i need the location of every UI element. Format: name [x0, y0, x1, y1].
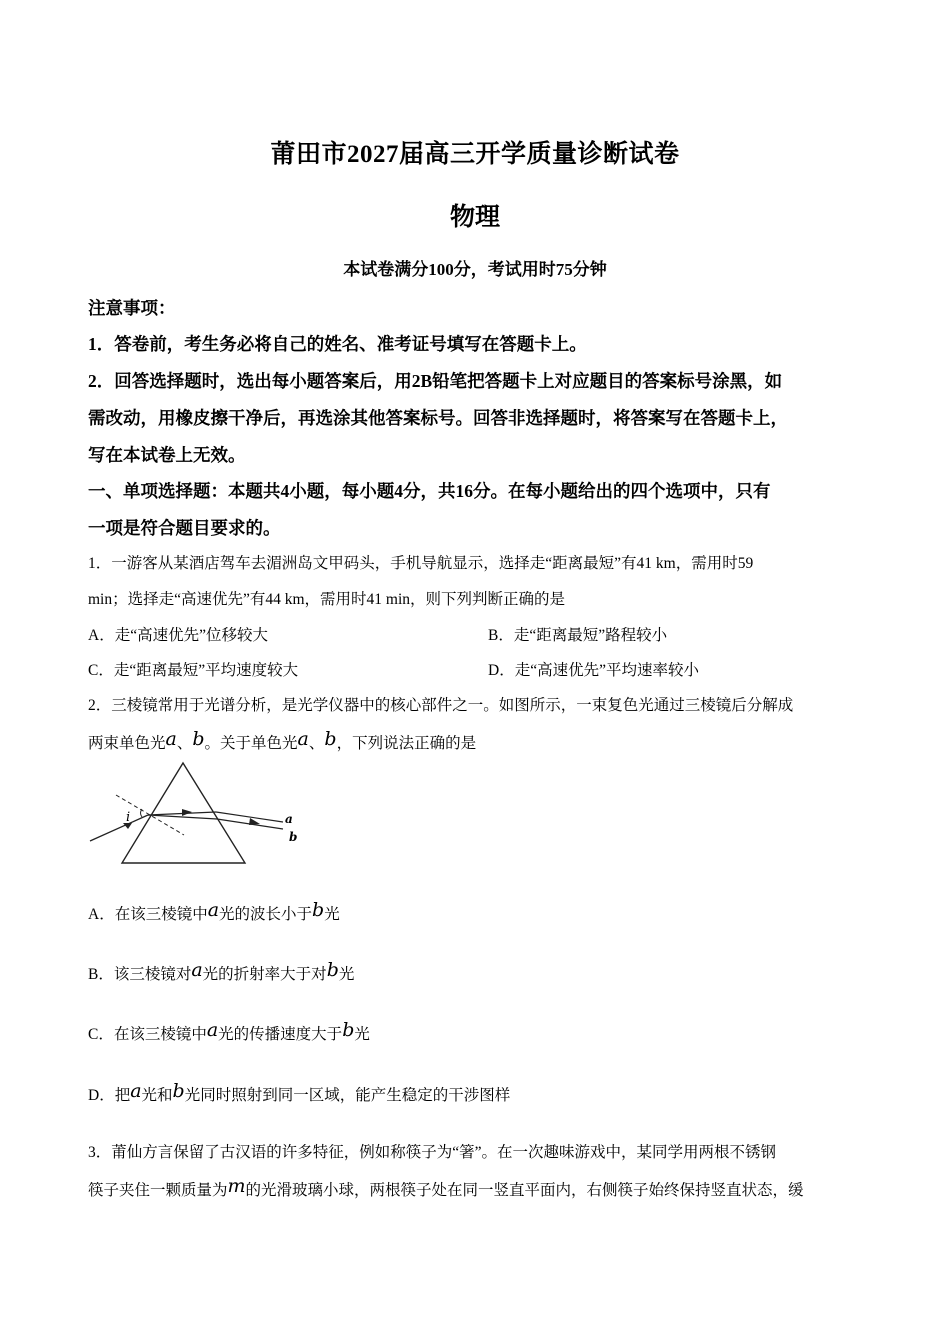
q1-option-a: A．走“高速优先”位移较大 — [88, 627, 268, 644]
var-b: b — [172, 1080, 185, 1102]
label-i: i — [126, 810, 131, 825]
note-2-line-1: 2．回答选择题时，选出每小题答案后，用2B铅笔把答题卡上对应题目的答案标号涂黑，如 — [88, 371, 783, 391]
q2-option-b-text: B．该三棱镜对 — [88, 966, 192, 983]
q2-option-a-text: A．在该三棱镜中 — [88, 906, 208, 923]
q1-stem-line-1: 1．一游客从某酒店驾车去湄洲岛文甲码头，手机导航显示，选择走“距离最短”有41 km，需用时59 — [88, 555, 754, 572]
var-b: b — [326, 959, 339, 981]
var-b: b — [192, 728, 205, 750]
q2-option-d-text: 光同时照射到同一区域，能产生稳定的干涉图样 — [184, 1087, 511, 1104]
separator: 、 — [308, 735, 325, 752]
var-a: a — [206, 1019, 219, 1041]
q2-option-c-text: C．在该三棱镜中 — [88, 1026, 207, 1043]
q2-option-d-text: D．把 — [88, 1087, 131, 1104]
q2-option-a — [88, 899, 340, 924]
note-2-line-2: 需改动，用橡皮擦干净后，再选涂其他答案标号。回答非选择题时，将答案写在答题卡上， — [88, 408, 788, 428]
q3-stem-line-1: 3．莆仙方言保留了古汉语的许多特征，例如称筷子为“箸”。在一次趣味游戏中，某同学用两根不锈钢 — [88, 1144, 777, 1161]
exit-arrow-icon — [249, 818, 260, 825]
label-a: a — [285, 812, 293, 826]
exam-info: 本试卷满分100分，考试用时75分钟 — [343, 260, 607, 279]
var-a: a — [207, 899, 220, 921]
var-b: b — [324, 728, 337, 750]
q2-stem-text-1: 两束单色光 — [88, 735, 166, 752]
q2-option-c — [88, 1019, 370, 1044]
incident-ray — [90, 815, 148, 841]
exam-title: 莆田市2027届高三开学质量诊断试卷 — [270, 141, 680, 168]
internal-arrow-icon — [182, 809, 192, 816]
q2-option-c-text: 光的传播速度大于 — [218, 1026, 343, 1043]
q2-option-d — [88, 1080, 511, 1105]
notes-heading: 注意事项： — [88, 298, 176, 318]
var-a: a — [191, 959, 203, 981]
q2-stem-line-1: 2．三棱镜常用于光谱分析，是光学仪器中的核心部件之一。如图所示，一束复色光通过三棱镜后分解成 — [88, 697, 794, 714]
q1-stem-line-2: min；选择走“高速优先”有44 km，需用时41 min，则下列判断正确的是 — [88, 591, 566, 608]
q1-option-c: C．走“距离最短”平均速度较大 — [88, 662, 299, 679]
q3-stem-text-2: 的光滑玻璃小球，两根筷子处在同一竖直平面内，右侧筷子始终保持竖直状态，缓 — [245, 1182, 804, 1199]
q3-stem-text-1: 筷子夹住一颗质量为 — [88, 1182, 228, 1199]
section-heading-line-1: 一、单项选择题：本题共4小题，每小题4分，共16分。在每小题给出的四个选项中，只有 — [88, 481, 771, 501]
angle-arc — [141, 809, 143, 817]
q2-stem-text-2: 。关于单色光 — [204, 735, 298, 752]
section-heading-line-2: 一项是符合题目要求的。 — [88, 518, 281, 538]
q2-stem-line-2 — [88, 728, 477, 753]
note-1: 1．答卷前，考生务必将自己的姓名、准考证号填写在答题卡上。 — [88, 334, 587, 354]
q2-option-b-text: 光 — [338, 966, 355, 983]
q3-stem-line-2 — [88, 1175, 804, 1200]
var-b: b — [312, 899, 325, 921]
var-a: a — [297, 728, 309, 750]
q2-option-d-text: 光和 — [141, 1087, 173, 1104]
q1-option-d: D．走“高速优先”平均速率较小 — [488, 662, 699, 679]
q2-option-a-text: 光 — [324, 906, 340, 923]
q1-option-b: B．走“距离最短”路程较小 — [488, 627, 668, 644]
q2-option-b-text: 光的折射率大于对 — [202, 966, 327, 983]
var-m: m — [227, 1175, 246, 1197]
subject-title: 物理 — [449, 204, 500, 231]
note-2-line-3: 写在本试卷上无效。 — [88, 445, 246, 465]
var-a: a — [165, 728, 177, 750]
q2-option-a-text: 光的波长小于 — [219, 906, 313, 923]
q2-stem-text-3: ，下列说法正确的是 — [336, 735, 477, 752]
q2-option-c-text: 光 — [354, 1026, 370, 1043]
prism-diagram — [88, 757, 298, 869]
label-b: b — [289, 830, 298, 844]
separator: 、 — [176, 735, 193, 752]
var-a: a — [130, 1080, 142, 1102]
q2-option-b — [88, 959, 355, 984]
var-b: b — [342, 1019, 355, 1041]
